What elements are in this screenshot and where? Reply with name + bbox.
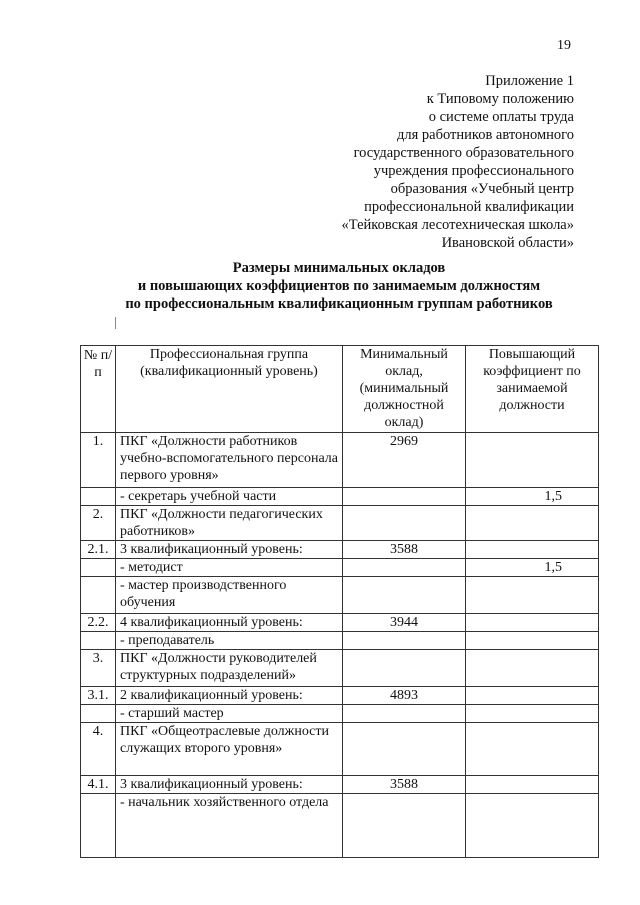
title-line: и повышающих коэффициентов по занимаемым должностям: [137, 278, 541, 294]
appendix-line: государственного образовательного: [353, 145, 574, 161]
table-row: [81, 650, 599, 687]
row-number: 2.2.: [81, 614, 116, 632]
row-salary: [343, 632, 466, 650]
row-coefficient: [466, 433, 599, 488]
row-salary: 3944: [343, 614, 466, 632]
row-number: 2.: [81, 506, 116, 541]
row-coefficient: [466, 506, 599, 541]
row-coefficient: [466, 687, 599, 705]
table-row: [81, 559, 599, 577]
row-number: 3.1.: [81, 687, 116, 705]
table-row: [81, 488, 599, 506]
row-salary: 3588: [343, 541, 466, 559]
table-header-row: [81, 346, 599, 433]
header-coefficient: Повышающий коэффициент по занимаемой должности: [466, 346, 599, 433]
document-title: [0, 259, 640, 313]
row-coefficient: [466, 614, 599, 632]
row-coefficient: [466, 577, 599, 614]
appendix-line: «Тейковская лесотехническая школа»: [341, 217, 574, 233]
table-row: [81, 433, 599, 488]
row-group: - преподаватель: [116, 632, 343, 650]
appendix-line: Ивановской области»: [441, 235, 574, 251]
row-salary: [343, 723, 466, 776]
row-number: 4.: [81, 723, 116, 776]
appendix-line: к Типовому положению: [426, 91, 574, 107]
table-row: [81, 577, 599, 614]
row-number: 2.1.: [81, 541, 116, 559]
page-number: 19: [557, 38, 571, 53]
row-salary: [343, 705, 466, 723]
row-group: ПКГ «Общеотраслевые должности служащих второго уровня»: [116, 723, 343, 776]
row-number: [81, 488, 116, 506]
row-group: 3 квалификационный уровень:: [116, 776, 343, 794]
row-salary: [343, 488, 466, 506]
row-group: 3 квалификационный уровень:: [116, 541, 343, 559]
row-number: 1.: [81, 433, 116, 488]
row-number: 3.: [81, 650, 116, 687]
row-number: [81, 705, 116, 723]
salary-table: [80, 345, 599, 858]
table-row: [81, 776, 599, 794]
scan-mark: [115, 317, 116, 329]
row-coefficient: [466, 632, 599, 650]
row-salary: 2969: [343, 433, 466, 488]
row-number: 4.1.: [81, 776, 116, 794]
appendix-header: [342, 72, 574, 252]
row-coefficient: 1,5: [466, 488, 599, 506]
row-coefficient: [466, 705, 599, 723]
row-group: 4 квалификационный уровень:: [116, 614, 343, 632]
row-group: ПКГ «Должности работников учебно-вспомогательного персонала первого уровня»: [116, 433, 343, 488]
row-salary: [343, 577, 466, 614]
row-number: [81, 559, 116, 577]
title-line: по профессиональным квалификационным группам работников: [125, 296, 553, 312]
row-group: ПКГ «Должности педагогических работников»: [116, 506, 343, 541]
row-number: [81, 577, 116, 614]
table-row: [81, 632, 599, 650]
row-group: 2 квалификационный уровень:: [116, 687, 343, 705]
appendix-line: Приложение 1: [485, 73, 574, 89]
row-number: [81, 632, 116, 650]
table-row: [81, 705, 599, 723]
row-coefficient: [466, 723, 599, 776]
header-number: № п/п: [81, 346, 116, 433]
title-line: Размеры минимальных окладов: [232, 260, 446, 276]
appendix-line: образования «Учебный центр: [390, 181, 574, 197]
row-group: - секретарь учебной части: [116, 488, 343, 506]
row-salary: [343, 794, 466, 858]
row-salary: [343, 559, 466, 577]
table-row: [81, 541, 599, 559]
row-coefficient: [466, 650, 599, 687]
header-group: Профессиональная группа (квалификационный уровень): [116, 346, 343, 433]
row-group: - старший мастер: [116, 705, 343, 723]
appendix-line: для работников автономного: [397, 127, 574, 143]
row-number: [81, 794, 116, 858]
row-group: ПКГ «Должности руководителей структурных подразделений»: [116, 650, 343, 687]
row-group: - мастер производственного обучения: [116, 577, 343, 614]
appendix-line: о системе оплаты труда: [428, 109, 574, 125]
row-group: - начальник хозяйственного отдела: [116, 794, 343, 858]
header-salary: Минимальный оклад, (минимальный должностной оклад): [343, 346, 466, 433]
row-group: - методист: [116, 559, 343, 577]
row-salary: 3588: [343, 776, 466, 794]
row-coefficient: [466, 541, 599, 559]
row-salary: 4893: [343, 687, 466, 705]
row-salary: [343, 650, 466, 687]
table-row: [81, 506, 599, 541]
appendix-line: учреждения профессионального: [373, 163, 574, 179]
appendix-line: профессиональной квалификации: [364, 199, 574, 215]
row-coefficient: 1,5: [466, 559, 599, 577]
table-row: [81, 614, 599, 632]
row-salary: [343, 506, 466, 541]
table-row: [81, 794, 599, 858]
row-coefficient: [466, 794, 599, 858]
table-row: [81, 723, 599, 776]
table-row: [81, 687, 599, 705]
row-coefficient: [466, 776, 599, 794]
